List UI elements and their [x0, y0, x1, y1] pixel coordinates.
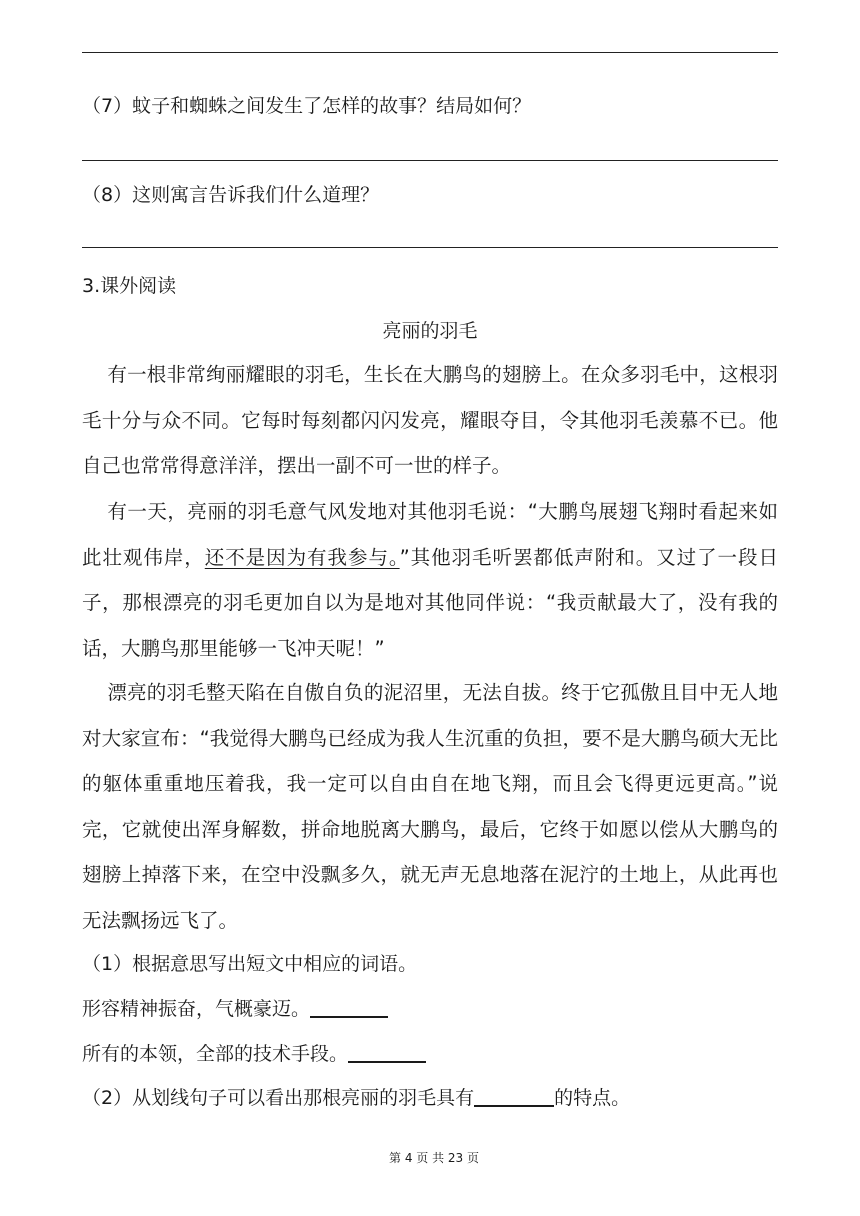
article-paragraph-2 [82, 489, 778, 671]
underlined-sentence: 还不是因为有我参与。 [204, 545, 400, 569]
paragraph-2-text-b: ”其他羽毛听罢都低声附和。又过了一段日子，那根漂亮的羽毛更加自以为是地对其他同伴说：“我贡献最大了，没有我的话，大鹏鸟那里能够一飞冲天呢！” [82, 545, 778, 660]
question-2-text-b: 的特点。 [554, 1087, 631, 1109]
question-8: （8）这则寓言告诉我们什么道理？ [82, 184, 380, 206]
question-1-item-a [82, 995, 388, 1023]
answer-blank[interactable] [348, 1041, 426, 1063]
answer-line [82, 247, 778, 248]
question-2 [82, 1084, 630, 1112]
item-b-text: 所有的本领，全部的技术手段。 [82, 1043, 349, 1065]
question-1: （1）根据意思写出短文中相应的词语。 [82, 953, 418, 975]
section-heading: 3.课外阅读 [82, 275, 177, 297]
article-title: 亮丽的羽毛 [382, 320, 478, 342]
item-a-text: 形容精神振奋，气概豪迈。 [82, 998, 311, 1020]
paragraph-2-text-a: 有一天，亮丽的羽毛意气风发地对其他羽毛说：“大鹏鸟展翅飞翔时看起来如此壮观伟岸， [82, 500, 778, 569]
question-2-text-a: （2）从划线句子可以看出那根亮丽的羽毛具有 [82, 1087, 475, 1109]
page-number: 第 4 页 共 23 页 [389, 1151, 479, 1165]
answer-blank[interactable] [474, 1085, 554, 1107]
article-paragraph-1: 有一根非常绚丽耀眼的羽毛，生长在大鹏鸟的翅膀上。在众多羽毛中，这根羽毛十分与众不同。它每时每刻都闪闪发亮，耀眼夺目，令其他羽毛羡慕不已。他自己也常常得意洋洋，摆出一副不可一世的样子。 [82, 363, 778, 477]
answer-line [82, 160, 778, 161]
answer-line [82, 52, 778, 53]
article-paragraph-3: 漂亮的羽毛整天陷在自傲自负的泥沼里，无法自拔。终于它孤傲且目中无人地对大家宣布：“我觉得大鹏鸟已经成为我人生沉重的负担，要不是大鹏鸟硕大无比的躯体重重地压着我，我一定可以自由自在地飞翔，而且会飞得更远更高。”说完，它就使出浑身解数，拼命地脱离大鹏鸟，最后，它终于如愿以偿从大鹏鸟的翅膀上掉落下来，在空中没飘多久，就无声无息地落在泥泞的土地上，从此再也无法飘扬远飞了。 [82, 681, 778, 932]
question-1-item-b [82, 1040, 426, 1068]
question-7: （7）蚊子和蜘蛛之间发生了怎样的故事？结局如何？ [82, 95, 532, 117]
answer-blank[interactable] [310, 996, 388, 1018]
